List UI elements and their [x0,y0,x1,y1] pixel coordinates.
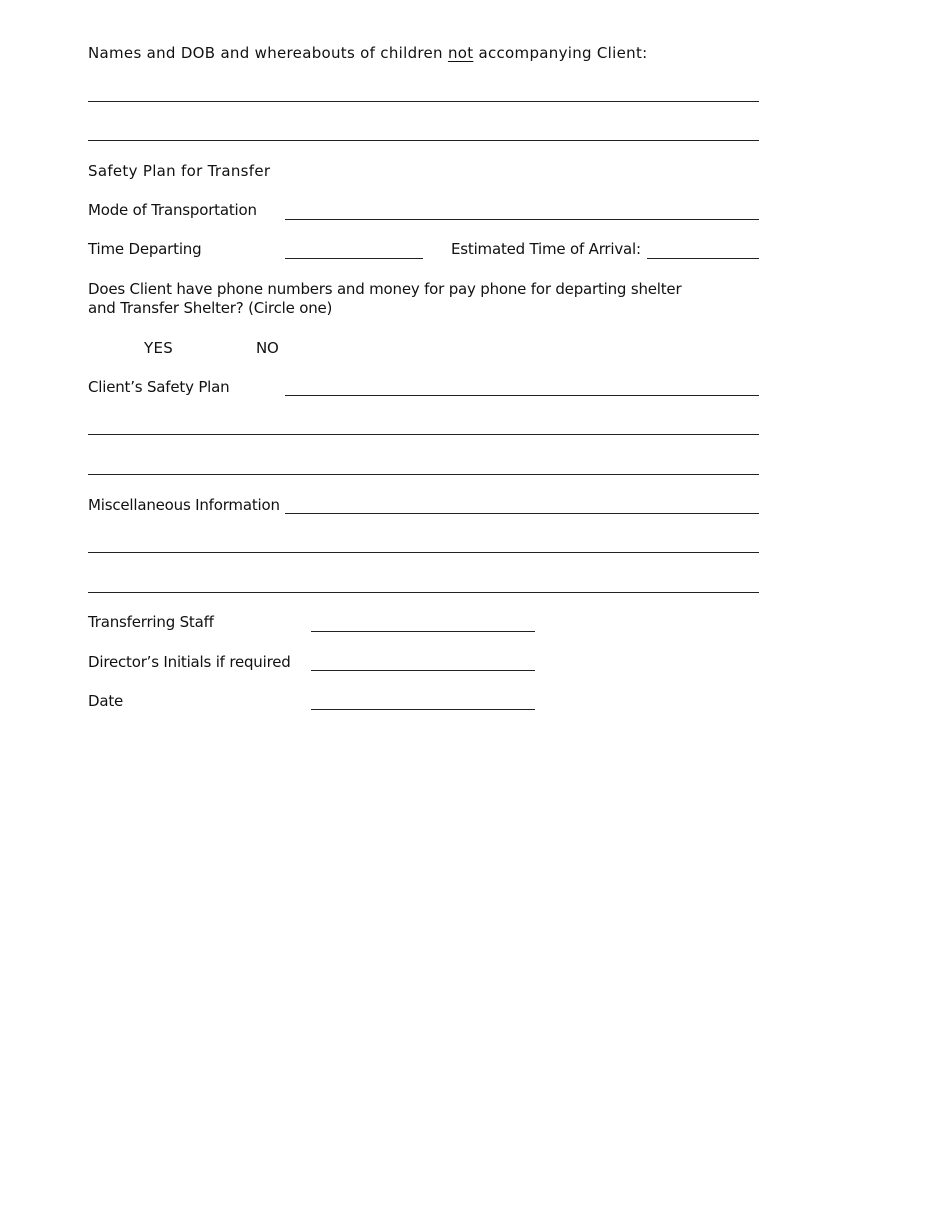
transferring-staff-field[interactable] [311,631,535,632]
safety-plan-heading: Safety Plan for Transfer [88,162,271,180]
yes-option[interactable]: YES [144,339,174,357]
children-whereabouts-label: Names and DOB and whereabouts of children not accompanying Client: [88,44,648,62]
date-label: Date [88,692,124,710]
phone-money-question: Does Client have phone numbers and money for pay phone for departing shelter and Transfer Shelter? (Circle one) [88,280,682,317]
mode-of-transportation-field[interactable] [285,219,759,220]
children-blank-line-1[interactable] [88,101,759,102]
children-blank-line-2[interactable] [88,140,759,141]
mode-of-transportation-label: Mode of Transportation [88,201,257,219]
misc-info-line-3[interactable] [88,592,759,593]
time-departing-field[interactable] [285,258,423,259]
misc-info-line-2[interactable] [88,552,759,553]
misc-info-field[interactable] [285,513,759,514]
directors-initials-field[interactable] [311,670,535,671]
no-option[interactable]: NO [256,339,279,357]
client-safety-plan-line-2[interactable] [88,434,759,435]
misc-info-label: Miscellaneous Information [88,496,280,514]
not-emphasis: not [447,44,474,62]
time-departing-label: Time Departing [88,240,202,258]
client-safety-plan-field[interactable] [285,395,759,396]
transferring-staff-label: Transferring Staff [88,613,214,631]
date-field[interactable] [311,709,535,710]
eta-label: Estimated Time of Arrival: [451,240,641,258]
directors-initials-label: Director’s Initials if required [88,653,291,671]
client-safety-plan-label: Client’s Safety Plan [88,378,230,396]
client-safety-plan-line-3[interactable] [88,474,759,475]
eta-field[interactable] [647,258,759,259]
